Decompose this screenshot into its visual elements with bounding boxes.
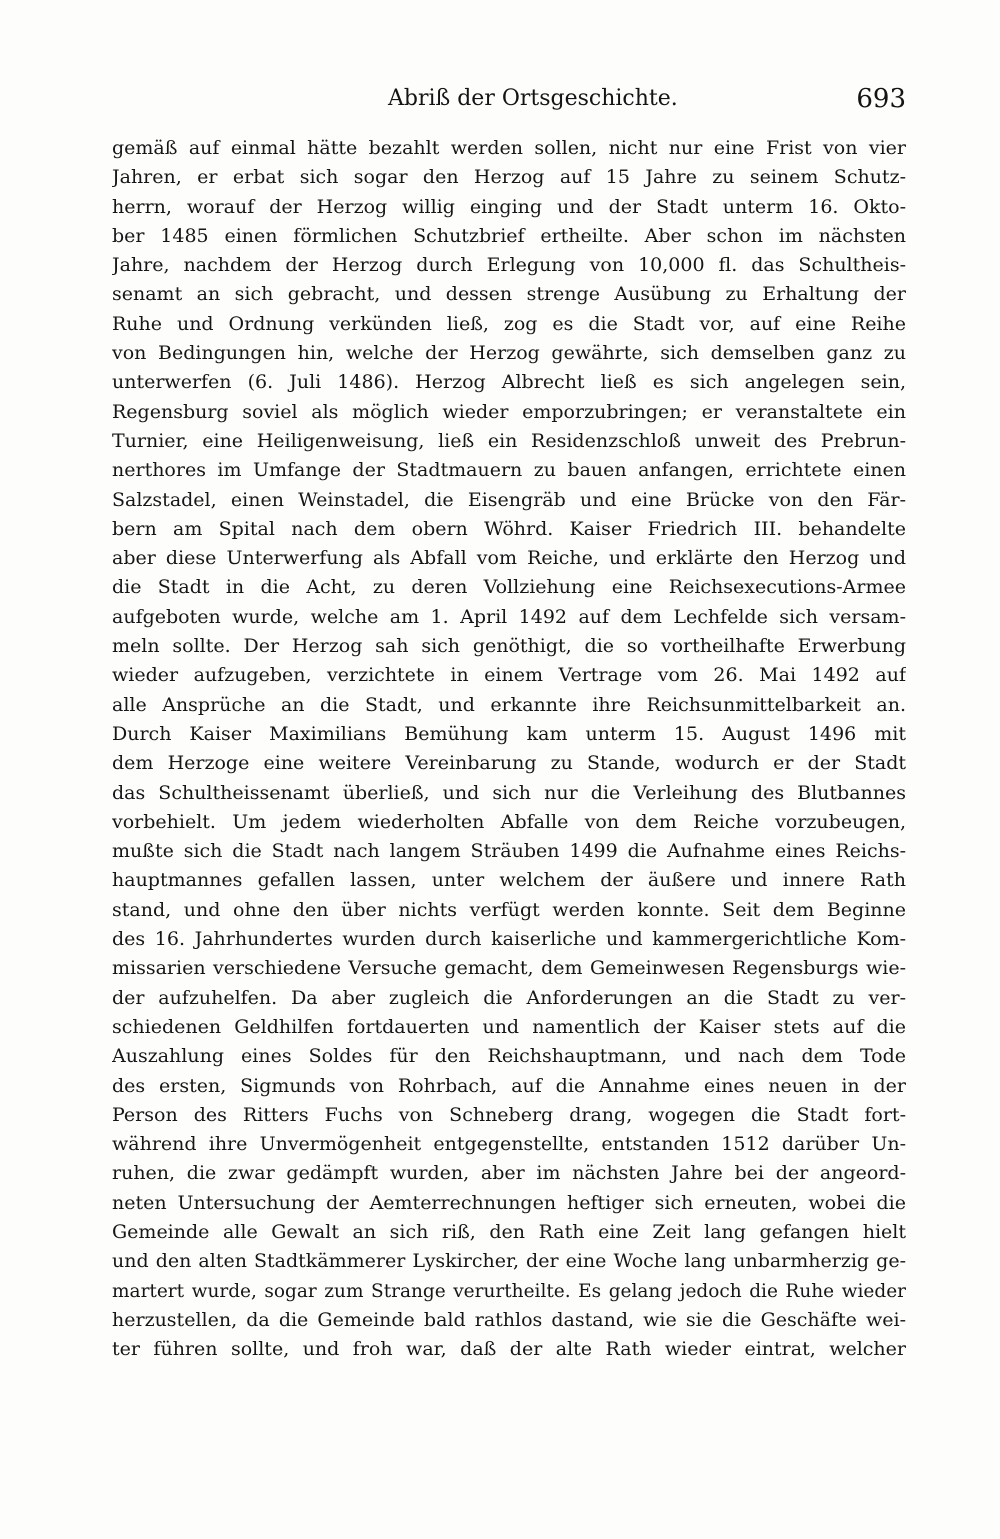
- text-line: Jahren, er erbat sich sogar den Herzog auf 15 Jahre zu seinem Schutz-: [112, 166, 906, 189]
- text-line: missarien verschiedene Versuche gemacht, dem Gemeinwesen Regensburgs wie-: [112, 957, 906, 980]
- text-line: Gemeinde alle Gewalt an sich riß, den Rath eine Zeit lang gefangen hielt: [112, 1220, 906, 1243]
- text-line: herzustellen, da die Gemeinde bald rathlos dastand, wie sie die Geschäfte wei-: [112, 1308, 906, 1331]
- body-text: [112, 134, 906, 1364]
- text-line: schiedenen Geldhilfen fortdauerten und namentlich der Kaiser stets auf die: [112, 1015, 906, 1038]
- text-line: neten Untersuchung der Aemterrechnungen heftiger sich erneuten, wobei die: [112, 1191, 906, 1214]
- text-line: nerthores im Umfange der Stadtmauern zu bauen anfangen, errichtete einen: [112, 459, 906, 482]
- text-line: das Schultheissenamt überließ, und sich nur die Verleihung des Blutbannes: [112, 781, 906, 804]
- text-line: Auszahlung eines Soldes für den Reichshauptmann, und nach dem Tode: [112, 1045, 906, 1068]
- text-line: hauptmannes gefallen lassen, unter welchem der äußere und innere Rath: [112, 869, 906, 892]
- text-line: des 16. Jahrhundertes wurden durch kaiserliche und kammergerichtliche Kom-: [112, 928, 906, 951]
- text-line: dem Herzoge eine weitere Vereinbarung zu Stande, wodurch er der Stadt: [112, 752, 906, 775]
- text-line: von Bedingungen hin, welche der Herzog gewährte, sich demselben ganz zu: [112, 342, 906, 365]
- text-line: Salzstadel, einen Weinstadel, die Eisengräb und eine Brücke von den Fär-: [112, 488, 906, 511]
- text-line: aufgeboten wurde, welche am 1. April 1492 auf dem Lechfelde sich versam-: [112, 605, 906, 628]
- text-line: meln sollte. Der Herzog sah sich genöthigt, die so vortheilhafte Erwerbung: [112, 635, 906, 658]
- text-line: während ihre Unvermögenheit entgegenstellte, entstanden 1512 darüber Un-: [112, 1133, 906, 1156]
- text-line: mußte sich die Stadt nach langem Sträuben 1499 die Aufnahme eines Reichs-: [112, 840, 906, 863]
- text-line: senamt an sich gebracht, und dessen strenge Ausübung zu Erhaltung der: [112, 283, 906, 306]
- text-line: des ersten, Sigmunds von Rohrbach, auf die Annahme eines neuen in der: [112, 1074, 906, 1097]
- text-line: martert wurde, sogar zum Strange verurtheilte. Es gelang jedoch die Ruhe wieder: [112, 1280, 906, 1302]
- text-line: alle Ansprüche an die Stadt, und erkannte ihre Reichsunmittelbarkeit an.: [112, 693, 906, 716]
- text-line: Person des Ritters Fuchs von Schneberg drang, wogegen die Stadt fort-: [112, 1103, 906, 1126]
- text-line: Ruhe und Ordnung verkünden ließ, zog es die Stadt vor, auf eine Reihe: [112, 312, 906, 335]
- page-number: 693: [856, 84, 906, 114]
- text-line: die Stadt in die Acht, zu deren Vollziehung eine Reichsexecutions-Armee: [112, 576, 906, 599]
- text-line: gemäß auf einmal hätte bezahlt werden sollen, nicht nur eine Frist von vier: [112, 137, 906, 159]
- text-line: unterwerfen (6. Juli 1486). Herzog Albrecht ließ es sich angelegen sein,: [112, 371, 906, 394]
- text-line: herrn, worauf der Herzog willig einging und der Stadt unterm 16. Okto-: [112, 195, 906, 218]
- text-line: Regensburg soviel als möglich wieder emporzubringen; er veranstaltete ein: [112, 400, 906, 423]
- text-line: stand, und ohne den über nichts verfügt werden konnte. Seit dem Beginne: [112, 898, 906, 921]
- text-line: wieder aufzugeben, verzichtete in einem Vertrage vom 26. Mai 1492 auf: [112, 664, 906, 687]
- text-line: Turnier, eine Heiligenweisung, ließ ein Residenzschloß unweit des Prebrun-: [112, 429, 906, 452]
- text-line: aber diese Unterwerfung als Abfall vom Reiche, und erklärte den Herzog und: [112, 547, 906, 570]
- text-line: ruhen, die zwar gedämpft wurden, aber im nächsten Jahre bei der angeord-: [112, 1162, 906, 1185]
- text-line: der aufzuhelfen. Da aber zugleich die Anforderungen an die Stadt zu ver-: [112, 986, 906, 1009]
- text-line: vorbehielt. Um jedem wiederholten Abfalle von dem Reiche vorzubeugen,: [112, 810, 906, 833]
- text-line: ter führen sollte, und froh war, daß der alte Rath wieder eintrat, welcher: [112, 1338, 906, 1361]
- running-title: Abriß der Ortsgeschichte.: [388, 86, 678, 111]
- text-line: Durch Kaiser Maximilians Bemühung kam unterm 15. August 1496 mit: [112, 722, 906, 745]
- text-line: und den alten Stadtkämmerer Lyskircher, der eine Woche lang unbarmherzig ge-: [112, 1250, 906, 1273]
- text-line: bern am Spital nach dem obern Wöhrd. Kaiser Friedrich III. behandelte: [112, 517, 906, 540]
- text-line: Jahre, nachdem der Herzog durch Erlegung von 10,000 fl. das Schultheis-: [112, 254, 906, 277]
- text-line: ber 1485 einen förmlichen Schutzbrief ertheilte. Aber schon im nächsten: [112, 224, 906, 247]
